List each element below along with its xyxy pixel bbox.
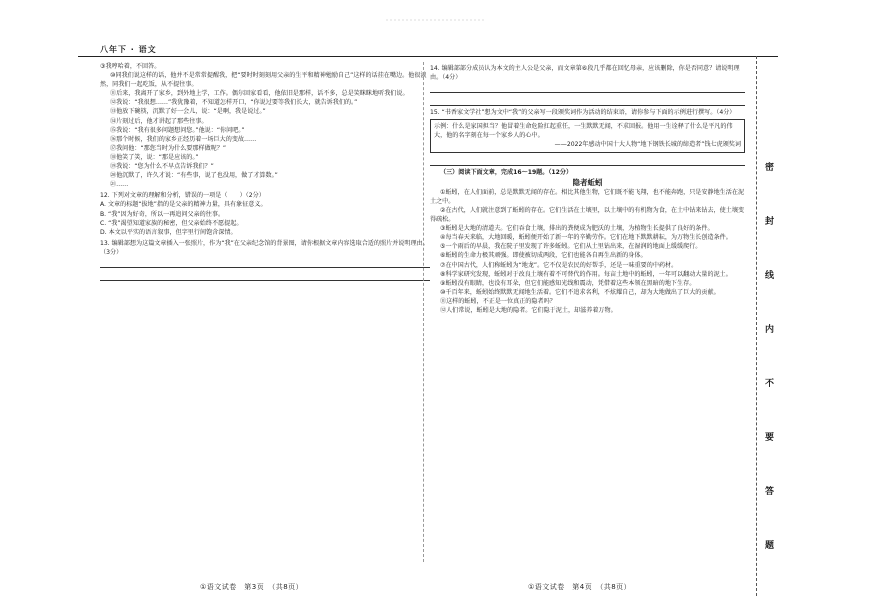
question-15: 15. “书香家文学社”想为文中“我”的父亲写一段颁奖词作为活动的结束语，请你参与下面的示例进行撰写。（4分）	[430, 109, 736, 117]
paragraph: ⑪这样的蚯蚓，不正是一位真正的隐者吗？	[440, 297, 556, 305]
paragraph: ⑱他笑了笑，说：“那是应该的。”	[110, 153, 199, 161]
answer-line[interactable]	[430, 155, 745, 166]
paragraph: ①蚯蚓，在人们面前，总是默默无闻的存在。相比其他生物，它们既不能飞翔，也不能奔跑，只是安静地生活在泥土之中。	[430, 188, 745, 205]
option-d: D. 本文以平实的语言叙事，但字里行间饱含深情。	[100, 228, 237, 236]
left-column	[100, 62, 430, 283]
paragraph: ⑪后来，我离开了家乡，到外地上学，工作。偶尔回家看看，他依旧是那样，话不多，总是笑眯眯地听我们说。	[110, 90, 409, 98]
seal-char: 要	[765, 433, 775, 443]
paragraph: ⑫我说：“我很想……”我犹豫着，不知道怎样开口，“你说过要等我们长大，就告诉我们的。”	[110, 99, 358, 107]
seal-line	[756, 56, 785, 596]
paragraph: ⑩千百年来，蚯蚓始终默默无闻地生活着。它们不追求名利，不炫耀自己，却为大地做出了巨大的贡献。	[440, 288, 720, 296]
example-source: ——2022年感动中国十大人物“地下钢铁长城的缔造者”钱七虎颁奖词	[554, 141, 741, 149]
paragraph: ⑭片刻过后，他才讲起了那些往事。	[110, 117, 208, 125]
page-footer-left: ①语文试卷 第3页 （共8页）	[200, 583, 304, 591]
answer-line[interactable]	[430, 82, 745, 93]
paragraph: ⑲我说：“您为什么不早点告诉我们？”	[110, 163, 214, 171]
question-12: 12. 下列对文章的理解和分析，错误的一项是（ ）（2分）	[100, 192, 265, 200]
question-14: 14. 编辑部部分成员认为本文的主人公是父亲，而文章第⑥段几乎都在回忆母亲，应该删除，你是否同意？请说明理由。（4分）	[430, 65, 740, 82]
seal-char: 密	[765, 163, 775, 173]
answer-line[interactable]	[430, 95, 745, 106]
paragraph: ⑨蚯蚓没有眼睛，也没有耳朵，但它们能感知光线和震动，凭借着这些本领在黑暗的地下生存。	[440, 279, 696, 287]
paragraph: ㉑……	[110, 181, 129, 189]
paragraph: ⑬他放下碗筷，沉默了好一会儿，说：“是啊，我是说过。”	[110, 108, 266, 116]
paragraph: ⑥蚯蚓的生命力极其顽强。即使被切成两段，它们也能各自再生出新的身体。	[440, 252, 647, 260]
paragraph: ⑦在中国古代，人们称蚯蚓为“地龙”。它不仅是农民的好帮手，还是一味重要的中药材。	[440, 261, 678, 269]
paragraph: ⑯那个时候，我们的家乡正经历着一场巨大的变故……	[110, 135, 257, 143]
seal-char: 答	[765, 487, 775, 497]
page-header: 八年下 · 语文	[100, 45, 157, 54]
paragraph: ③蚯蚓是大地的清道夫。它们吞食土壤，排出的粪便成为肥沃的土壤，为植物生长提供了良好的条件。	[440, 225, 714, 233]
column-divider	[423, 62, 424, 562]
answer-line[interactable]	[100, 257, 430, 268]
seal-char: 线	[765, 271, 775, 281]
seal-char: 内	[765, 325, 775, 335]
question-13: 13. 编辑部想为这篇文章插入一张照片，作为“我”在父亲纪念馆的背景图，请你根据文章内容选取合适的照片并说明理由。（3分）	[100, 239, 429, 256]
paragraph: ⑳他沉默了，许久才说：“有些事，说了也没用，做了才算数。”	[110, 172, 278, 180]
paragraph: ⑧科学家研究发现，蚯蚓对于改良土壤有着不可替代的作用。每亩土地中的蚯蚓，一年可以翻动大量的泥土。	[440, 270, 732, 278]
paragraph: ⑩同我们说这样的话，他并不是常常提醒我，把“要时时刻刻用父亲的生平和精神勉励自己”这样的话挂在嘴边。他很淡然，同我们一起吃饭，从不提往事。	[100, 72, 427, 89]
paragraph: ④每当春天来临，大地回暖，蚯蚓便开始了新一年的辛勤劳作。它们在地下默默耕耘，为万物生长创造条件。	[440, 234, 732, 242]
section-3-title: （三）阅读下面文章，完成16～19题。（12分）	[440, 168, 573, 176]
seal-char: 不	[765, 379, 775, 389]
paragraph: ⑮我说：“我有很多问题想问您。”他说：“你问吧。”	[110, 126, 245, 134]
option-a: A. 文章的标题“拔地”指的是父亲的精神力量，具有象征意义。	[100, 201, 267, 209]
answer-line[interactable]	[100, 270, 430, 281]
option-b: B. “我”因为好奇，所以一再追问父亲的往事。	[100, 210, 225, 218]
paragraph: ⑤一个雨后的早晨，我在院子里发现了许多蚯蚓。它们从土里钻出来，在湿润的地面上缓缓爬行。	[440, 243, 702, 251]
paragraph: ⑰我问他：“那您当时为什么要那样做呢？”	[110, 144, 227, 152]
paragraph: ③我哼哈着，不回答。	[100, 63, 161, 70]
paragraph: ⑫人们常说，蚯蚓是大地的隐者。它们隐于泥土，却滋养着万物。	[440, 306, 617, 314]
seal-char: 题	[765, 541, 775, 551]
seal-char: 封	[765, 217, 775, 227]
example-box	[430, 119, 745, 152]
right-column	[430, 62, 745, 315]
example-text: 示例：什么是家国担当？他冒着生命危险扛起重任，一生默默无闻，不求回报。他用一生诠释了什么是平凡的伟大，他的名字刻在每一个家乡人的心中。	[434, 123, 733, 140]
top-border-ornament	[386, 10, 486, 20]
page-footer-right: ①语文试卷 第4页 （共8页）	[528, 583, 632, 591]
article-title: 隐者蚯蚓	[572, 177, 603, 187]
option-c: C. “我”渴望知道家族的秘密，但父亲始终不愿提起。	[100, 219, 243, 227]
paragraph: ②在古代，人们就注意到了蚯蚓的存在。它们生活在土壤里，以土壤中的有机物为食，在土中钻来钻去，使土壤变得疏松。	[430, 206, 745, 224]
